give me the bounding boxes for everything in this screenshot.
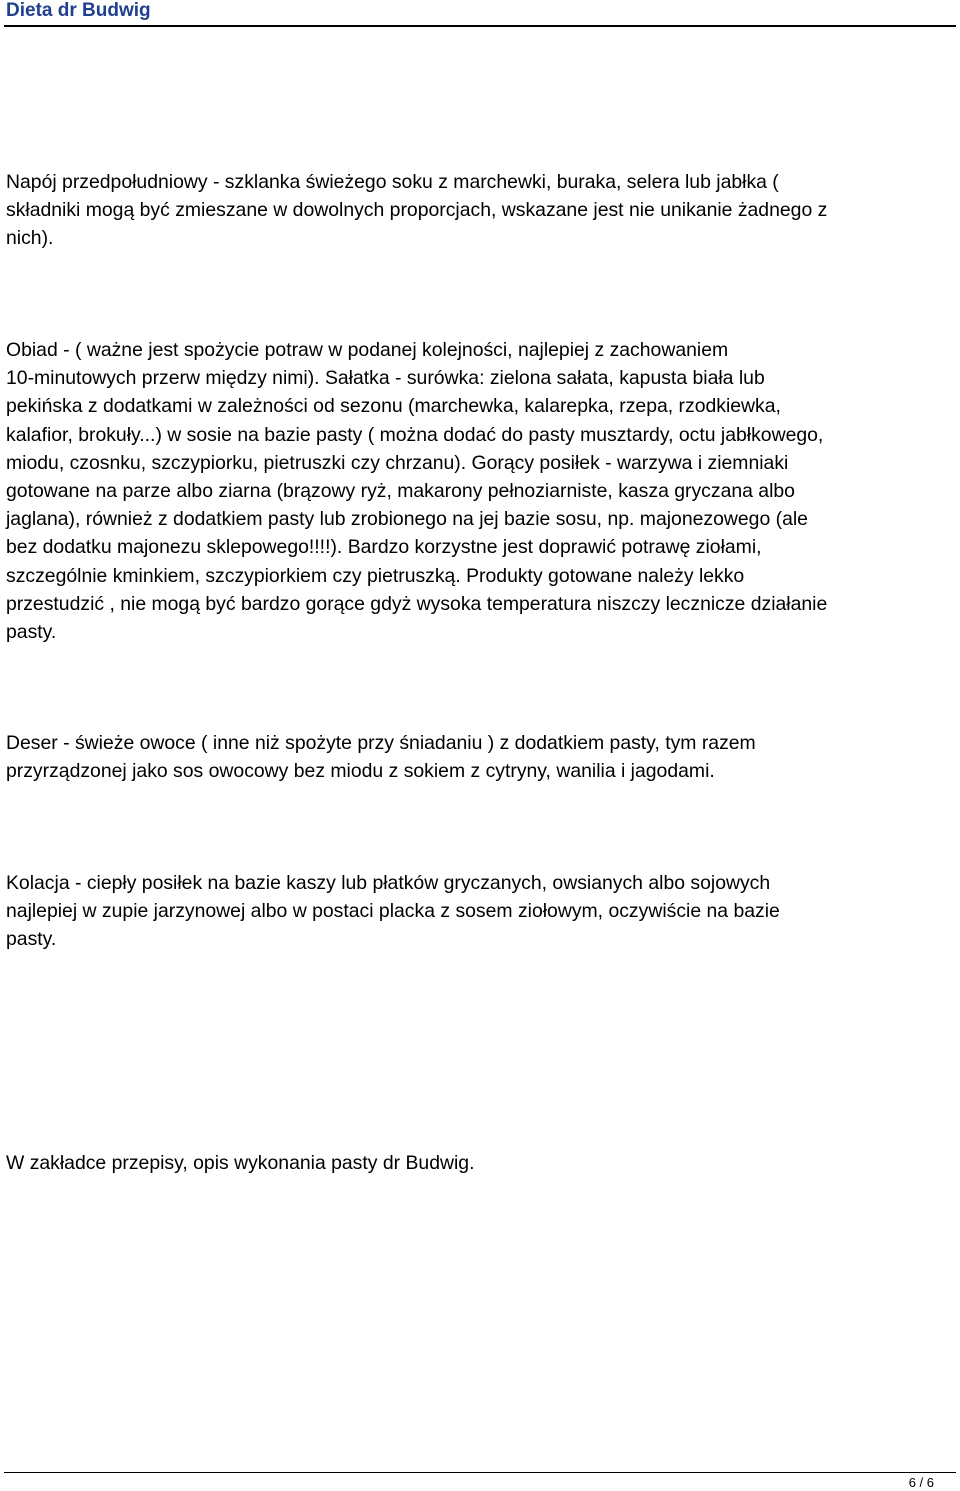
paragraph-dinner [6, 869, 960, 954]
text-line: jaglana), również z dodatkiem pasty lub zrobionego na jej bazie sosu, np. majonezowego (ale [6, 508, 808, 531]
text-line: przyrządzonej jako sos owocowy bez miodu z sokiem z cytryny, wanilia i jagodami. [6, 760, 715, 783]
paragraph-midmorning-drink [6, 168, 960, 253]
text-line: Napój przedpołudniowy - szklanka świeżego soku z marchewki, buraka, selera lub jabłka ( [6, 171, 779, 193]
header-divider [4, 25, 956, 27]
page-number: 6 / 6 [908, 1475, 934, 1490]
text-line: pasty. [6, 621, 57, 644]
text-line: miodu, czosnku, szczypiorku, pietruszki czy chrzanu). Gorący posiłek - warzywa i ziemniaki [6, 451, 789, 474]
paragraph-dessert [6, 729, 960, 785]
footer-divider [4, 1472, 956, 1473]
document-title: Dieta dr Budwig [6, 0, 151, 21]
text-line: pasty. [6, 928, 57, 951]
paragraph-lunch [6, 336, 960, 646]
text-line: pekińska z dodatkami w zależności od sezonu (marchewka, kalarepka, rzepa, rzodkiewka, [6, 395, 781, 418]
text-line: szczególnie kminkiem, szczypiorkiem czy pietruszką. Produkty gotowane należy lekko [6, 564, 745, 587]
text-line: najlepiej w zupie jarzynowej albo w postaci placka z sosem ziołowym, oczywiście na bazie [6, 900, 780, 923]
text-line: kalafior, brokuły...) w sosie na bazie pasty ( można dodać do pasty musztardy, octu jabłkowego, [6, 423, 824, 446]
paragraph-recipes-note [6, 1149, 960, 1177]
text-line: W zakładce przepisy, opis wykonania pasty dr Budwig. [6, 1152, 475, 1174]
text-line: gotowane na parze albo ziarna (brązowy ryż, makarony pełnoziarniste, kasza gryczana albo [6, 480, 795, 503]
text-line: nich). [6, 227, 54, 250]
text-line: 10-minutowych przerw między nimi). Sałatka - surówka: zielona sałata, kapusta biała lub [6, 367, 765, 390]
text-line: przestudzić , nie mogą być bardzo gorące gdyż wysoka temperatura niszczy lecznicze działanie [6, 592, 828, 615]
text-line: składniki mogą być zmieszane w dowolnych proporcjach, wskazane jest nie unikanie żadnego z [6, 199, 828, 222]
text-line: Kolacja - ciepły posiłek na bazie kaszy lub płatków gryczanych, owsianych albo sojowych [6, 872, 771, 894]
text-line: bez dodatku majonezu sklepowego!!!!). Bardzo korzystne jest doprawić potrawę ziołami, [6, 536, 762, 559]
text-line: Obiad - ( ważne jest spożycie potraw w podanej kolejności, najlepiej z zachowaniem [6, 339, 729, 361]
text-line: Deser - świeże owoce ( inne niż spożyte przy śniadaniu ) z dodatkiem pasty, tym razem [6, 732, 756, 754]
